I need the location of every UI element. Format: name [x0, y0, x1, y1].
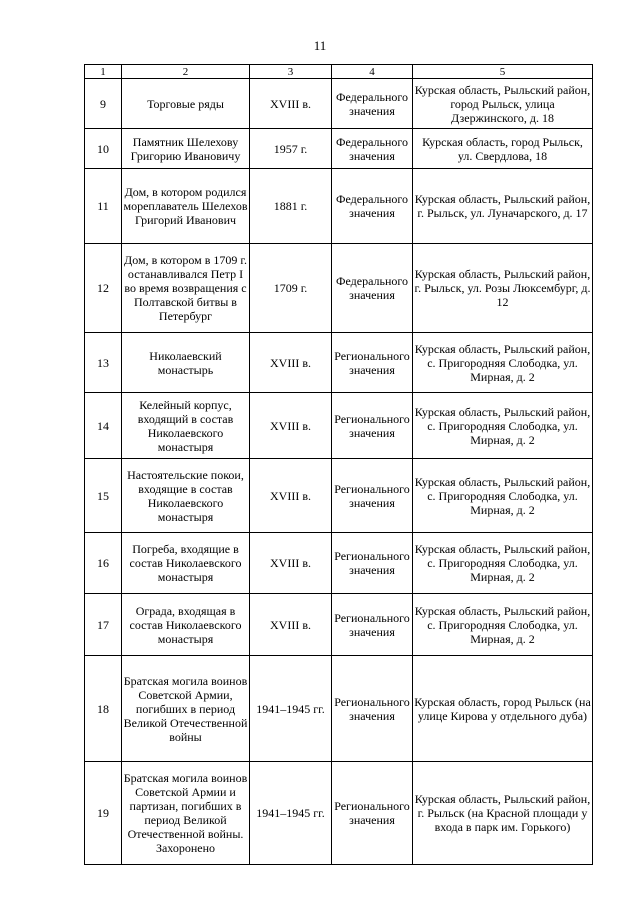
table-row — [85, 393, 593, 459]
object-status: Регионального значения — [332, 459, 413, 533]
column-header: 4 — [332, 65, 413, 79]
row-number: 15 — [85, 459, 122, 533]
object-name: Настоятельские покои, входящие в состав Николаевского монастыря — [122, 459, 250, 533]
object-address: Курская область, Рыльский район, г. Рыльск, ул. Розы Люксембург, д. 12 — [413, 244, 593, 333]
object-name: Братская могила воинов Советской Армии и партизан, погибших в период Великой Отечественной войны. Захоронено — [122, 762, 250, 865]
object-date: XVIII в. — [250, 594, 332, 656]
object-date: 1881 г. — [250, 169, 332, 244]
row-number: 14 — [85, 393, 122, 459]
row-number: 10 — [85, 129, 122, 169]
column-header: 3 — [250, 65, 332, 79]
table-row — [85, 129, 593, 169]
object-address: Курская область, город Рыльск, ул. Свердлова, 18 — [413, 129, 593, 169]
object-date: XVIII в. — [250, 79, 332, 129]
object-status: Федерального значения — [332, 79, 413, 129]
object-address: Курская область, Рыльский район, с. Пригородняя Слободка, ул. Мирная, д. 2 — [413, 459, 593, 533]
row-number: 17 — [85, 594, 122, 656]
object-name: Памятник Шелехову Григорию Ивановичу — [122, 129, 250, 169]
object-name: Ограда, входящая в состав Николаевского монастыря — [122, 594, 250, 656]
object-date: XVIII в. — [250, 459, 332, 533]
column-header: 1 — [85, 65, 122, 79]
table-row — [85, 656, 593, 762]
object-status: Федерального значения — [332, 244, 413, 333]
object-address: Курская область, город Рыльск (на улице Кирова у отдельного дуба) — [413, 656, 593, 762]
object-status: Федерального значения — [332, 169, 413, 244]
object-name: Торговые ряды — [122, 79, 250, 129]
table-row — [85, 244, 593, 333]
object-status: Федерального значения — [332, 129, 413, 169]
object-name: Дом, в котором в 1709 г. останавливался Петр I во время возвращения с Полтавской битвы в Петербург — [122, 244, 250, 333]
table-header-row — [85, 65, 593, 79]
object-status: Регионального значения — [332, 762, 413, 865]
row-number: 11 — [85, 169, 122, 244]
object-address: Курская область, Рыльский район, г. Рыльск (на Красной площади у входа в парк им. Горького) — [413, 762, 593, 865]
object-name: Дом, в котором родился мореплаватель Шелехов Григорий Иванович — [122, 169, 250, 244]
row-number: 16 — [85, 533, 122, 594]
object-status: Регионального значения — [332, 333, 413, 393]
column-header: 2 — [122, 65, 250, 79]
row-number: 9 — [85, 79, 122, 129]
table-row — [85, 79, 593, 129]
row-number: 13 — [85, 333, 122, 393]
row-number: 12 — [85, 244, 122, 333]
object-address: Курская область, Рыльский район, с. Пригородняя Слободка, ул. Мирная, д. 2 — [413, 533, 593, 594]
object-address: Курская область, Рыльский район, с. Пригородняя Слободка, ул. Мирная, д. 2 — [413, 393, 593, 459]
object-date: XVIII в. — [250, 393, 332, 459]
object-name: Келейный корпус, входящий в состав Николаевского монастыря — [122, 393, 250, 459]
object-name: Николаевский монастырь — [122, 333, 250, 393]
row-number: 18 — [85, 656, 122, 762]
object-date: 1957 г. — [250, 129, 332, 169]
object-date: 1941–1945 гг. — [250, 762, 332, 865]
object-address: Курская область, Рыльский район, с. Пригородняя Слободка, ул. Мирная, д. 2 — [413, 333, 593, 393]
table-row — [85, 169, 593, 244]
object-address: Курская область, Рыльский район, город Рыльск, улица Дзержинского, д. 18 — [413, 79, 593, 129]
row-number: 19 — [85, 762, 122, 865]
object-status: Регионального значения — [332, 594, 413, 656]
object-status: Регионального значения — [332, 656, 413, 762]
object-name: Братская могила воинов Советской Армии, погибших в период Великой Отечественной войны — [122, 656, 250, 762]
object-date: XVIII в. — [250, 533, 332, 594]
table-row — [85, 533, 593, 594]
table-row — [85, 594, 593, 656]
object-status: Регионального значения — [332, 393, 413, 459]
page-number: 11 — [313, 38, 327, 53]
heritage-objects-table — [84, 64, 593, 865]
table-row — [85, 459, 593, 533]
table-row — [85, 762, 593, 865]
table-row — [85, 333, 593, 393]
object-status: Регионального значения — [332, 533, 413, 594]
object-date: XVIII в. — [250, 333, 332, 393]
object-address: Курская область, Рыльский район, г. Рыльск, ул. Луначарского, д. 17 — [413, 169, 593, 244]
object-name: Погреба, входящие в состав Николаевского монастыря — [122, 533, 250, 594]
object-date: 1941–1945 гг. — [250, 656, 332, 762]
object-date: 1709 г. — [250, 244, 332, 333]
object-address: Курская область, Рыльский район, с. Пригородняя Слободка, ул. Мирная, д. 2 — [413, 594, 593, 656]
column-header: 5 — [413, 65, 593, 79]
